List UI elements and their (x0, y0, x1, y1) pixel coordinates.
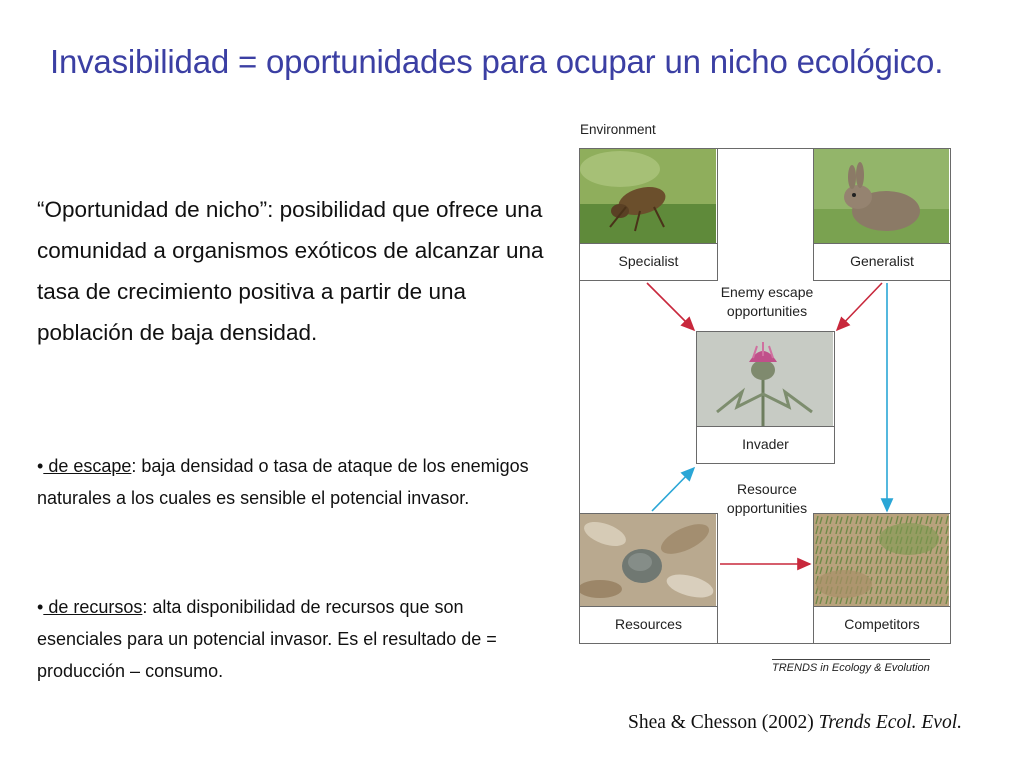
bullet-escape (37, 450, 547, 514)
bullet-escape-text: : baja densidad o tasa de ataque de los enemigos naturales a los cuales es sensible el potencial invasor. (37, 456, 529, 508)
bullet-resources (37, 591, 547, 687)
specialist-label: Specialist (580, 243, 717, 280)
citation-journal: Trends Ecol. Evol. (818, 712, 962, 733)
bullet-marker: • (37, 597, 44, 617)
citation-authors: Shea & Chesson (2002) (627, 712, 819, 733)
invasion-diagram (577, 118, 955, 683)
source-label: TRENDS in Ecology & Evolution (772, 659, 930, 674)
generalist-label: Generalist (814, 243, 950, 280)
invader-label: Invader (697, 426, 834, 463)
generalist-to-invader-arrow (837, 283, 882, 330)
diagram-arrows (577, 118, 955, 683)
citation (628, 712, 962, 734)
enemy-escape-label: Enemy escape opportunities (720, 284, 814, 319)
bullet-resources-text: : alta disponibilidad de recursos que son esenciales para un potencial invasor. Es el resultado de = producción – consumo. (37, 597, 497, 681)
environment-label: Environment (580, 122, 656, 137)
resources-to-invader-arrow (652, 468, 694, 511)
resources-label: Resources (580, 606, 717, 643)
niche-opportunity-definition: “Oportunidad de nicho”: posibilidad que ofrece una comunidad a organismos exóticos de alcanzar una tasa de crecimiento positiva a partir de una población de baja densidad. (37, 197, 544, 345)
bullet-escape-term: de escape (43, 456, 132, 476)
bullet-resources-term: de recursos (43, 597, 143, 617)
competitors-label: Competitors (814, 606, 950, 643)
bullet-marker: • (37, 456, 44, 476)
resource-opportunities-label: Resource opportunities (726, 481, 808, 516)
specialist-to-invader-arrow (647, 283, 694, 330)
slide-title: Invasibilidad = oportunidades para ocupar un nicho ecológico. (50, 43, 944, 80)
